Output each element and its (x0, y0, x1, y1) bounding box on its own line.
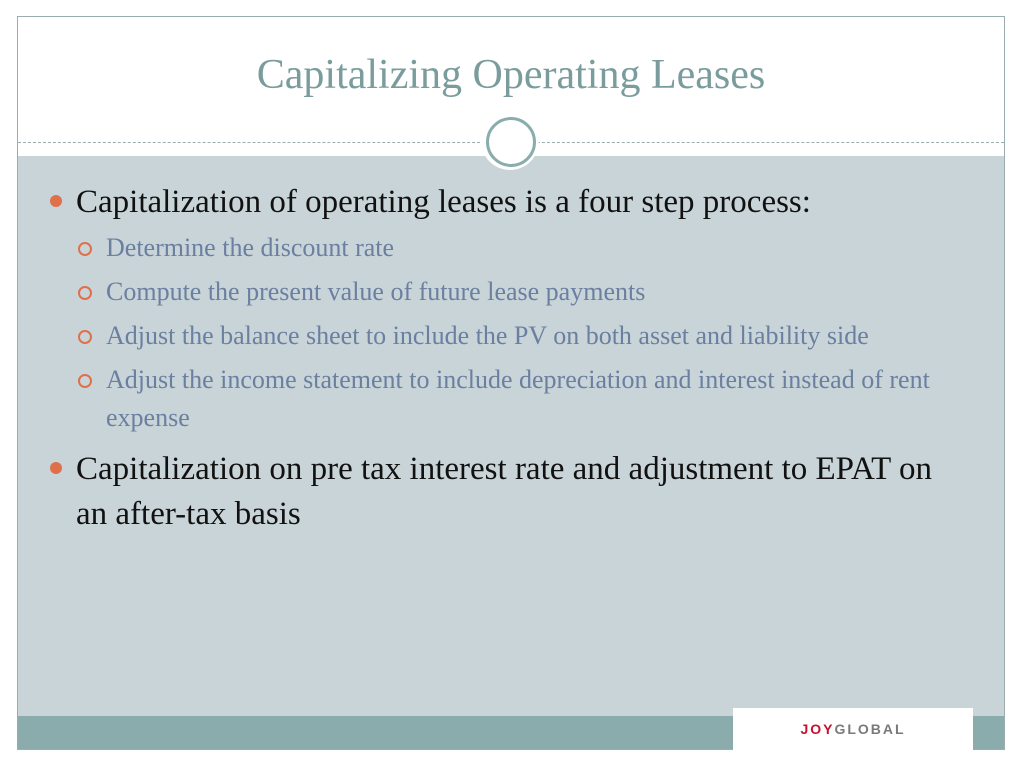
bullet-item (46, 447, 966, 537)
sub-bullet-item (46, 317, 966, 355)
slide-title: Capitalizing Operating Leases (256, 52, 766, 98)
sub-bullet-circle-icon (78, 242, 92, 256)
sub-bullet-item (46, 229, 966, 267)
sub-bullet-circle-icon (78, 286, 92, 300)
sub-bullet-text: Compute the present value of future lease payments (106, 277, 646, 306)
bullet-list (46, 180, 966, 541)
sub-bullet-text: Adjust the balance sheet to include the PV on both asset and liability side (106, 321, 869, 350)
sub-bullet-text: Adjust the income statement to include depreciation and interest instead of rent expense (106, 365, 930, 432)
sub-bullet-text: Determine the discount rate (106, 233, 395, 262)
bullet-item (46, 180, 966, 225)
bullet-text: Capitalization on pre tax interest rate and adjustment to EPAT on an after-tax basis (76, 451, 932, 532)
bullet-text: Capitalization of operating leases is a four step process: (76, 184, 811, 220)
sub-bullet-list (46, 229, 966, 437)
sub-bullet-item (46, 273, 966, 311)
joy-global-logo (733, 708, 973, 750)
bullet-dot-icon (50, 462, 62, 474)
logo-part-global: GLOBAL (834, 721, 906, 737)
logo-part-joy: JOY (800, 721, 835, 737)
sub-bullet-circle-icon (78, 330, 92, 344)
bullet-dot-icon (50, 195, 62, 207)
sub-bullet-item (46, 361, 966, 437)
sub-bullet-circle-icon (78, 374, 92, 388)
ring-ornament-icon (486, 117, 536, 167)
